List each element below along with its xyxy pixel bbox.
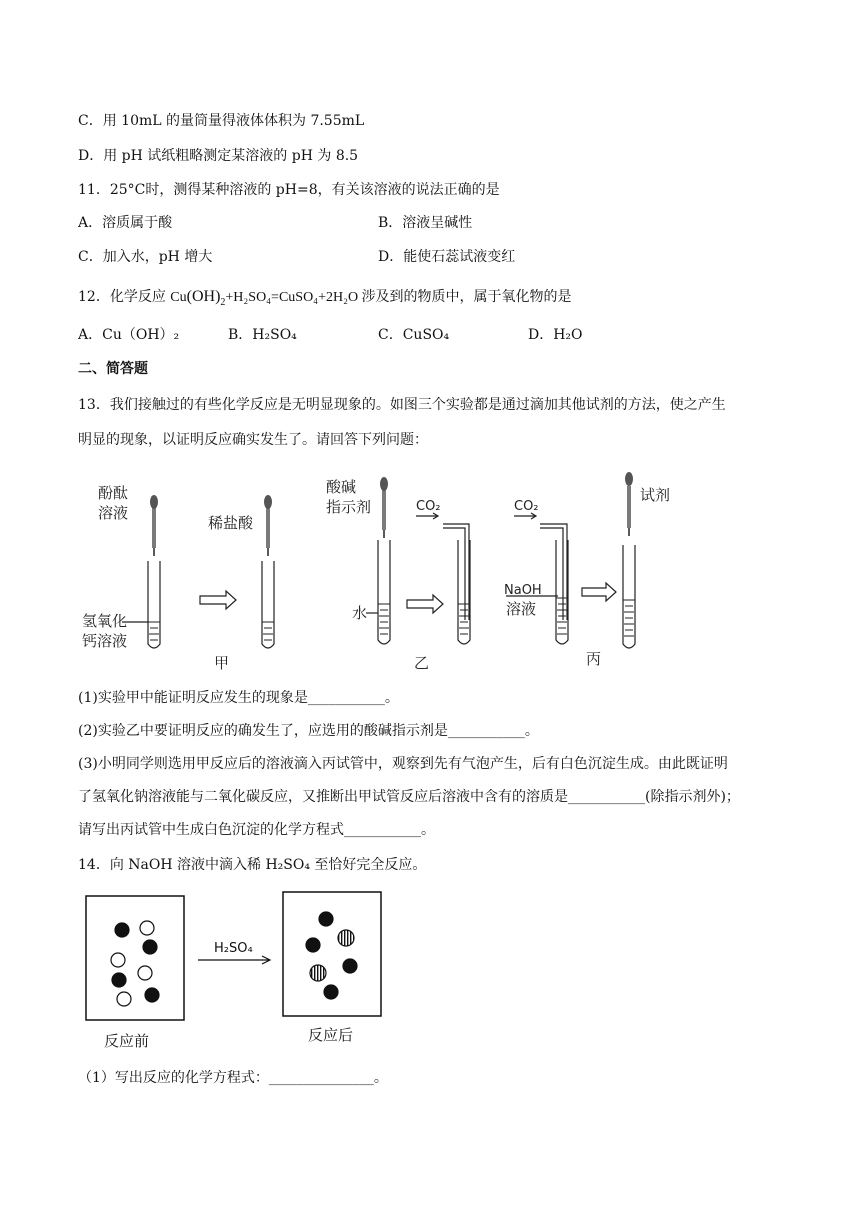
q13-part3-line2: 了氢氧化钠溶液能与二氧化碳反应，又推断出甲试管反应后溶液中含有的溶质是___________(除指示剂外)； [78, 789, 740, 805]
q10-option-c: C．用 10mL 的量筒量得液体体积为 7.55mL [78, 113, 365, 129]
dropper-6-icon [628, 486, 630, 528]
q10-option-d: D．用 pH 试纸粗略测定某溶液的 pH 为 8.5 [78, 148, 359, 164]
q11-option-d: D．能使石蕊试液变红 [378, 249, 516, 265]
label-after: 反应后 [308, 1026, 354, 1044]
eq-cu: Cu [170, 290, 187, 305]
label-caoh-2: 钙溶液 [82, 632, 128, 650]
before-particles [111, 921, 159, 1006]
q12-option-a: A．Cu（OH）₂ [78, 327, 180, 343]
after-particles [306, 912, 357, 999]
label-bing: 丙 [586, 650, 602, 668]
q12-option-c: C．CuSO₄ [378, 327, 450, 343]
label-water: 水 [352, 604, 368, 622]
dropper-3-icon [383, 490, 385, 530]
label-yi: 乙 [414, 654, 430, 672]
q12-prefix: 12．化学反应 [78, 289, 166, 305]
label-naoh-1: NaOH [504, 583, 542, 598]
q14-particle-figure [80, 886, 390, 1054]
q12-suffix: 涉及到的物质中，属于氧化物的是 [361, 289, 572, 305]
co2-pipe-2 [540, 524, 567, 620]
q13-part2: (2)实验乙中要证明反应的确发生了，应选用的酸碱指示剂是___________。 [78, 723, 539, 739]
q13-part3-line3: 请写出丙试管中生成白色沉淀的化学方程式___________。 [78, 822, 435, 838]
label-indicator-2: 指示剂 [326, 498, 372, 516]
q13-part1: (1)实验甲中能证明反应发生的现象是___________。 [78, 690, 399, 706]
q12-option-d: D．H₂O [528, 327, 583, 343]
before-box [86, 896, 184, 1020]
label-naoh-2: 溶液 [506, 600, 537, 618]
arrow-1-icon [200, 591, 236, 609]
arrow-3-icon [582, 583, 616, 601]
test-tube-6 [623, 545, 635, 648]
label-reagent: 试剂 [640, 486, 671, 504]
q12-option-b: B．H₂SO₄ [228, 327, 297, 343]
q13-stem-line2: 明显的现象，以证明反应确实发生了。请回答下列问题： [78, 432, 428, 448]
label-jia: 甲 [214, 654, 230, 672]
label-indicator-1: 酸碱 [326, 478, 357, 496]
label-co2-a: CO₂ [416, 499, 441, 514]
eq-sub2: 2 [220, 296, 226, 308]
label-h2so4: H₂SO₄ [214, 941, 253, 956]
q14-stem: 14．向 NaOH 溶液中滴入稀 H₂SO₄ 至恰好完全反应。 [78, 857, 427, 873]
q13-stem-line1: 13．我们接触过的有些化学反应是无明显现象的。如图三个实验都是通过滴加其他试剂的方法，使之产生 [78, 397, 726, 413]
q11-stem: 11．25°C时，测得某种溶液的 pH=8，有关该溶液的说法正确的是 [78, 182, 500, 198]
q13-experiment-figure [78, 468, 718, 678]
q14-part1: （1）写出反应的化学方程式：_______________。 [78, 1070, 388, 1086]
label-before: 反应前 [104, 1032, 150, 1050]
q11-option-c: C．加入水，pH 增大 [78, 249, 213, 265]
test-tube-1 [148, 561, 160, 648]
label-phenolphthalein-2: 溶液 [98, 504, 129, 522]
eq-rest: +H₂SO₄=CuSO₄+2H₂O [225, 290, 359, 305]
label-hcl: 稀盐酸 [208, 514, 254, 532]
co2-pipe-1 [443, 524, 469, 620]
q12-stem [78, 287, 572, 313]
arrow-2-icon [407, 595, 443, 613]
reaction-arrow-icon [198, 956, 270, 964]
dropper-1-icon [153, 508, 155, 548]
test-tube-2 [262, 561, 274, 648]
q11-option-a: A．溶质属于酸 [78, 215, 173, 231]
label-caoh-1: 氢氧化 [82, 612, 128, 630]
q11-option-b: B．溶液呈碱性 [378, 215, 473, 231]
eq-oh: (OH) [186, 288, 221, 305]
dropper-2-icon [267, 508, 269, 548]
q13-part3-line1: (3)小明同学则选用甲反应后的溶液滴入丙试管中，观察到先有气泡产生，后有白色沉淀生成。由此既证明 [78, 756, 728, 772]
label-co2-b: CO₂ [514, 499, 539, 514]
q12-equation [170, 288, 361, 308]
section-title: 二、简答题 [78, 361, 148, 377]
label-phenolphthalein-1: 酚酞 [98, 484, 129, 502]
